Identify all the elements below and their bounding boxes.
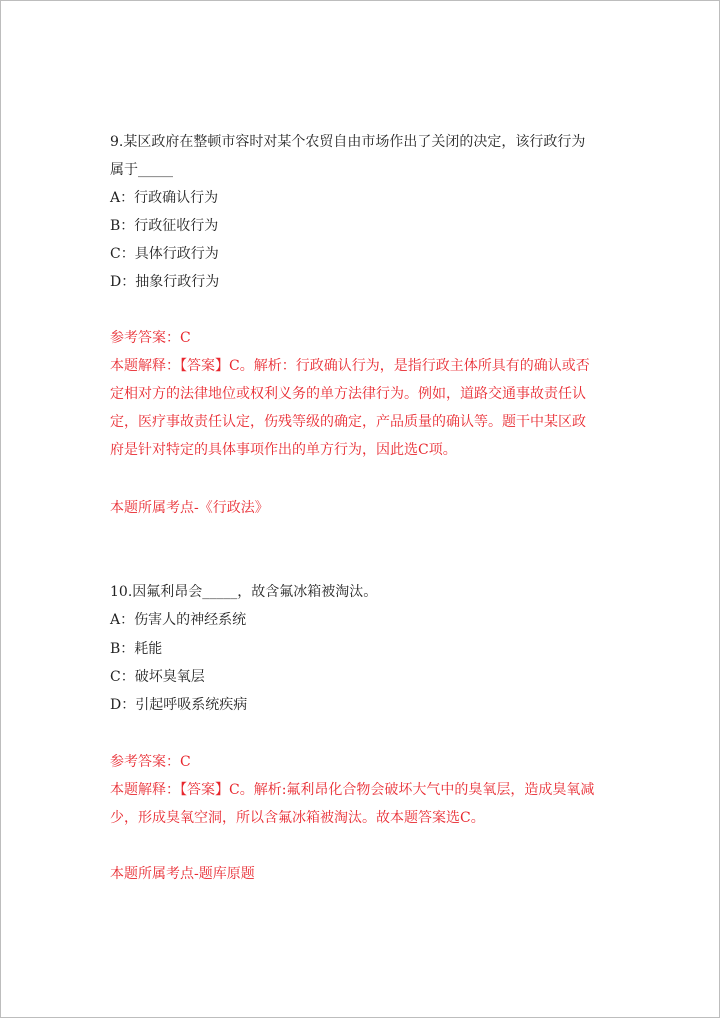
q10-explanation-line2: 少，形成臭氧空洞，所以含氟冰箱被淘汰。故本题答案选C。 <box>110 810 485 826</box>
q9-option-c: C：具体行政行为 <box>110 246 219 262</box>
q9-option-a: A：行政确认行为 <box>110 190 219 206</box>
q9-option-b: B：行政征收行为 <box>110 218 219 234</box>
q9-stem-line2 <box>110 160 173 180</box>
q9-reference-answer: 参考答案：C <box>110 330 191 346</box>
q10-option-c: C：破坏臭氧层 <box>110 669 205 685</box>
q10-stem-suffix: ，故含氟冰箱被淘汰。 <box>237 584 378 600</box>
q10-reference-answer: 参考答案：C <box>110 754 191 770</box>
q9-topic: 本题所属考点-《行政法》 <box>110 500 269 516</box>
q9-explanation-line3: 定，医疗事故责任认定，伤残等级的确定，产品质量的确认等。题干中某区政 <box>110 414 586 430</box>
q9-option-d: D：抽象行政行为 <box>110 274 220 290</box>
q10-answer-blank: _____ <box>202 584 238 600</box>
q9-explanation-line4: 府是针对特定的具体事项作出的单方行为，因此选C项。 <box>110 442 457 458</box>
q9-answer-blank: _____ <box>138 162 173 178</box>
q10-stem <box>110 582 377 602</box>
q10-option-b: B：耗能 <box>110 641 163 657</box>
q10-topic: 本题所属考点-题库原题 <box>110 866 255 882</box>
q9-explanation-line2: 定相对方的法律地位或权利义务的单方法律行为。例如，道路交通事故责任认 <box>110 386 586 402</box>
q10-explanation-line1: 本题解释：【答案】C。解析:氟利昂化合物会破坏大气中的臭氧层，造成臭氧减 <box>110 782 595 798</box>
q9-stem-prefix: 属于 <box>110 162 138 178</box>
q10-option-d: D：引起呼吸系统疾病 <box>110 697 248 713</box>
q10-stem-prefix: 10.因氟利昂会 <box>110 584 203 600</box>
q9-stem-line1: 9.某区政府在整顿市容时对某个农贸自由市场作出了关闭的决定，该行政行为 <box>110 134 586 150</box>
q10-option-a: A：伤害人的神经系统 <box>110 612 247 628</box>
q9-explanation-line1: 本题解释：【答案】C。解析：行政确认行为，是指行政主体所具有的确认或否 <box>110 358 590 374</box>
